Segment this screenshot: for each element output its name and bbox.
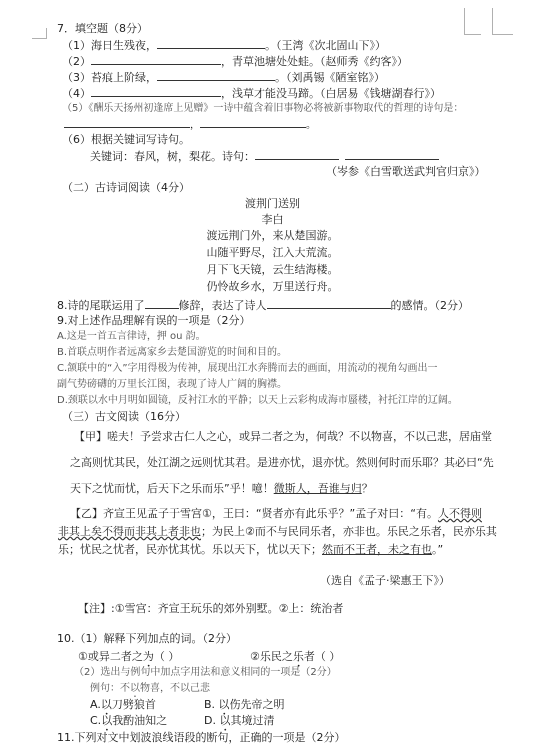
q7-item-6-blank-1[interactable] bbox=[255, 149, 339, 160]
q10-option-a-dotted: 以 bbox=[100, 698, 112, 711]
crop-mark-top-left bbox=[32, 28, 47, 39]
q9-title: 9.对上述作品理解有误的一项是（2分） bbox=[57, 314, 251, 327]
yi-line-3-end: 。” bbox=[432, 543, 444, 556]
q7-item-4-post: ，浅草才能没马蹄。（白居易《钱塘湖春行》） bbox=[221, 87, 441, 100]
q7-item-5-blank-2[interactable] bbox=[200, 117, 306, 128]
q10-example-dotted: 以 bbox=[130, 683, 140, 694]
q7-item-5-blank-1[interactable] bbox=[64, 117, 190, 128]
q7-item-4 bbox=[62, 86, 441, 101]
q10-option-b-text: 伤先帝之明 bbox=[229, 698, 285, 711]
q10-word-1-pre: ①或异二者之 bbox=[78, 650, 143, 663]
q7-item-3-pre: 苔痕上阶绿， bbox=[91, 71, 157, 84]
q8-blank-1[interactable] bbox=[145, 298, 179, 309]
q7-item-3-num: （3） bbox=[62, 71, 91, 84]
q7-item-5-answer bbox=[64, 117, 316, 133]
jia-line-3 bbox=[70, 482, 373, 496]
q10-option-d-letter: D. bbox=[204, 714, 220, 727]
yi-line-3 bbox=[58, 543, 443, 557]
q10-word-2-answer[interactable]: （ ） bbox=[314, 650, 341, 663]
q7-item-2 bbox=[62, 54, 408, 69]
jia-line-1: 【甲】嗟夫！予尝求古仁人之心，或异二者之为，何哉？不以物喜，不以己悲，居庙堂 bbox=[74, 430, 492, 443]
jia-line-3-end: ？ bbox=[361, 482, 373, 495]
q10-sub2-title: （2）选出与例句中加点字用法和意义相同的一项是（2分） bbox=[74, 667, 337, 678]
q10-option-d-text: 其境过清 bbox=[230, 714, 275, 727]
poem-line-2: 山随平野尽，江入大荒流。 bbox=[206, 246, 339, 259]
q8-mid: 修辞，表达了诗人 bbox=[178, 299, 267, 312]
q7-item-5-sep: ， bbox=[190, 120, 200, 131]
q7-item-6-title: （6）根据关键词写诗句。 bbox=[62, 133, 190, 146]
yi-line-1 bbox=[70, 507, 482, 521]
section2-title: （二）古诗词阅读（4分） bbox=[62, 181, 190, 194]
crop-mark-top-right bbox=[464, 8, 481, 35]
q10-example-post: 物喜，不以己悲 bbox=[140, 683, 210, 694]
q10-word-2-pre: ②乐民之 bbox=[250, 650, 293, 663]
q11-title: 11.下列对文中划波浪线语段的断句，正确的一项是（2分） bbox=[57, 731, 346, 744]
yi-line-2-text: ；为民上②而不与民同乐者，亦非也。乐民之乐者，民亦乐其 bbox=[201, 525, 497, 538]
q7-title: 7．填空题（8分） bbox=[57, 22, 148, 35]
q7-item-2-num: （2） bbox=[62, 55, 91, 68]
q7-item-2-blank[interactable] bbox=[91, 54, 221, 65]
yi-line-2 bbox=[58, 525, 497, 539]
q9-option-a: A.这是一首五言律诗，押 ou 韵。 bbox=[57, 331, 206, 342]
q7-item-4-num: （4） bbox=[62, 87, 91, 100]
q10-option-c-letter: C. bbox=[90, 714, 102, 727]
q7-item-1-pre: 海日生残夜， bbox=[91, 39, 157, 52]
q7-item-5-end: 。 bbox=[306, 120, 316, 131]
q9-option-c-cont: 副气势磅礴的万里长江图，表现了诗人广阔的胸襟。 bbox=[57, 379, 287, 390]
jia-underlined-sentence: 微斯人，吾谁与归 bbox=[273, 482, 362, 495]
q10-word-2-mid: 者 bbox=[303, 650, 315, 663]
poem-title: 渡荆门送别 bbox=[245, 197, 300, 210]
q10-option-d-dotted: 以 bbox=[219, 714, 231, 727]
q7-item-5 bbox=[62, 102, 463, 116]
prose-source: （选自《孟子·梁惠王下》） bbox=[320, 574, 450, 587]
q7-item-3-blank[interactable] bbox=[157, 70, 275, 81]
q7-item-5-text: 《酬乐天扬州初逢席上见赠》一诗中蕴含着旧事物必将被新事物取代的哲理的诗句是： bbox=[88, 103, 464, 114]
q7-item-1-post: 。（王湾《次北固山下》） bbox=[265, 39, 386, 52]
q7-item-5-num: （5） bbox=[62, 103, 89, 114]
section3-title: （三）古文阅读（16分） bbox=[62, 410, 186, 423]
yi-wavy-segment-1: 人不得则 bbox=[437, 507, 482, 520]
q7-item-3-post: 。（刘禹锡《陋室铭》） bbox=[275, 71, 385, 84]
q8 bbox=[57, 298, 469, 313]
q7-item-2-post: ，青草池塘处处蛙。（赵师秀《约客》） bbox=[221, 55, 408, 68]
yi-line-1-text: 【乙】齐宣王见孟子于雪宫①，王曰：“贤者亦有此乐乎？”孟子对曰：“有。 bbox=[70, 507, 438, 520]
q9-option-b: B.首联点明作者远离家乡去楚国游览的时间和目的。 bbox=[57, 347, 288, 358]
q10-option-b-letter: B. bbox=[204, 698, 219, 711]
q7-item-3 bbox=[62, 70, 385, 85]
q7-item-6-blank-2[interactable] bbox=[345, 149, 439, 160]
q9-option-d: D.颈联以水中月明如圆镜，反衬江水的平静；以天上云彩构成海市蜃楼，衬托江岸的辽阔。 bbox=[57, 395, 458, 406]
q7-item-6-source: （岑参《白雪歌送武判官归京》） bbox=[326, 165, 486, 178]
yi-line-3-text: 乐；忧民之忧者，民亦忧其忧。乐以天下，忧以天下； bbox=[58, 543, 322, 556]
q10-option-c-text: 我酌油知之 bbox=[112, 714, 168, 727]
poem-line-4: 仍怜故乡水，万里送行舟。 bbox=[206, 280, 339, 293]
q10-word-1-answer[interactable]: （ ） bbox=[153, 650, 180, 663]
yi-underlined-sentence: 然而不王者，未之有也 bbox=[322, 543, 432, 556]
q7-item-4-blank[interactable] bbox=[91, 86, 221, 97]
q10-option-a-text: 刀劈狼首 bbox=[111, 698, 156, 711]
q8-post: 的感情。（2分） bbox=[390, 299, 469, 312]
q10-option-a-letter: A. bbox=[90, 698, 101, 711]
q7-item-1-num: （1） bbox=[62, 39, 91, 52]
poem-author: 李白 bbox=[261, 213, 284, 226]
q10-option-b-dotted: 以 bbox=[218, 698, 230, 711]
q10-word-1-dotted: 为 bbox=[142, 650, 154, 663]
jia-line-2: 之高则忧其民，处江湖之远则忧其君。是进亦忧，退亦忧。然则何时而乐耶？其必曰“先 bbox=[70, 456, 494, 469]
q8-pre: 8.诗的尾联运用了 bbox=[57, 299, 145, 312]
q7-item-6-keywords-text: 关键词：春风，树，梨花。诗句： bbox=[90, 150, 255, 163]
poem-line-1: 渡远荆门外，来从楚国游。 bbox=[206, 229, 339, 242]
q7-item-1 bbox=[62, 38, 386, 53]
q9-option-c: C.颔联中的“入”字用得极为传神，展现出江水奔腾而去的画面，用流动的视角勾画出一 bbox=[57, 363, 438, 374]
jia-line-3-text: 天下之忧而忧，后天下之乐而乐”乎！噫！ bbox=[70, 482, 274, 495]
poem-line-3: 月下飞天镜，云生结海楼。 bbox=[206, 263, 339, 276]
q10-option-c-dotted: 以 bbox=[101, 714, 113, 727]
prose-note: 【注】:①雪宫：齐宣王玩乐的郊外别墅。②上：统治者 bbox=[78, 602, 344, 615]
q10-word-2-dotted: 乐 bbox=[292, 650, 304, 663]
q8-blank-2[interactable] bbox=[267, 298, 391, 309]
q10-title: 10.（1）解释下列加点的词。（2分） bbox=[57, 632, 237, 645]
q7-item-6-keywords bbox=[90, 149, 439, 164]
crop-mark-top-right-outer bbox=[492, 8, 513, 35]
q10-example-pre: 例句：不 bbox=[90, 683, 130, 694]
yi-wavy-segment-2: 非其上矣不得而非其上者非也 bbox=[58, 525, 201, 538]
q7-item-1-blank[interactable] bbox=[157, 38, 265, 49]
